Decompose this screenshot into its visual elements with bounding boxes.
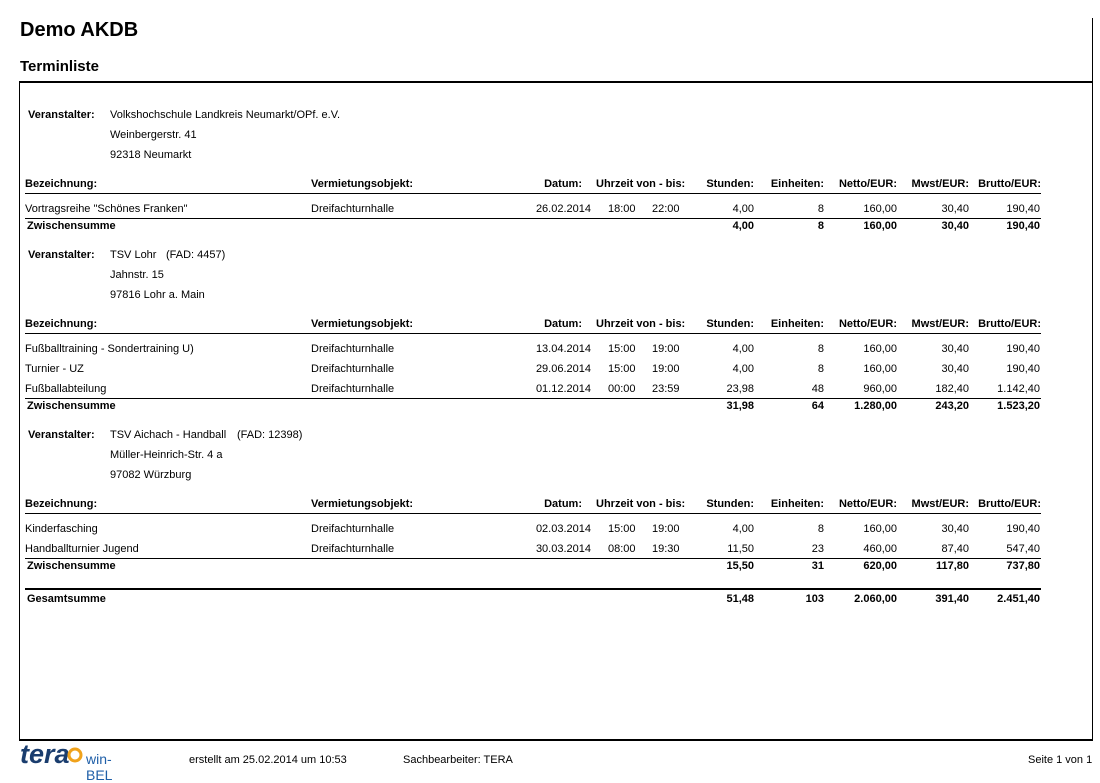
organizer-name: TSV Lohr [110,249,157,261]
footer-divider [19,739,1093,741]
organizer-street: Müller-Heinrich-Str. 4 a [110,449,223,461]
page-title: Demo AKDB [20,19,139,41]
grand-total-netto: 2.060,00 [854,593,897,605]
row-cell-datum: 26.02.2014 [535,203,591,215]
column-header-rule [25,193,1041,194]
subtotal-brutto: 190,40 [1006,220,1040,232]
logo-accent-ring [69,749,81,761]
subtotal-label: Zwischensumme [27,400,116,412]
column-header-stunden: Stunden: [706,318,754,330]
created-timestamp: erstellt am 25.02.2014 um 10:53 [189,754,347,766]
frame-left-border [19,82,20,740]
row-cell-einheiten: 8 [817,343,824,355]
row-cell-datum: 13.04.2014 [535,343,591,355]
row-cell-von: 15:00 [608,523,636,535]
row-cell-von: 00:00 [608,383,636,395]
row-cell-obj: Dreifachturnhalle [311,543,395,555]
row-cell-stunden: 4,00 [732,363,754,375]
subtotal-mwst: 30,40 [941,220,969,232]
row-cell-bez: Turnier - UZ [25,363,84,375]
row-cell-bis: 23:59 [652,383,680,395]
organizer-street: Jahnstr. 15 [110,269,164,281]
row-cell-bis: 19:00 [652,363,680,375]
column-header-rule [25,333,1041,334]
logo-product-name: win-BEL [86,751,113,783]
column-header-mwst: Mwst/EUR: [911,498,969,510]
row-cell-obj: Dreifachturnhalle [311,523,395,535]
column-header-objekt: Vermietungsobjekt: [311,318,414,330]
row-cell-netto: 460,00 [863,543,897,555]
organizer-fad: (FAD: 12398) [237,429,303,441]
tera-logo [20,739,138,783]
subtotal-stunden: 31,98 [726,400,754,412]
row-cell-einheiten: 8 [817,363,824,375]
organizer-street: Weinbergerstr. 41 [110,129,197,141]
row-cell-bez: Handballturnier Jugend [25,543,139,555]
row-cell-bez: Fußballtraining - Sondertraining U) [25,343,194,355]
row-cell-netto: 160,00 [863,523,897,535]
frame-right-border [1092,18,1093,740]
subtotal-netto: 620,00 [863,560,897,572]
column-header-einheiten: Einheiten: [770,318,824,330]
subtotal-rule [25,558,1041,559]
page-number: Seite 1 von 1 [1028,754,1093,766]
column-header-bezeichnung: Bezeichnung: [25,178,98,190]
row-cell-netto: 160,00 [863,203,897,215]
row-cell-stunden: 23,98 [726,383,754,395]
row-cell-datum: 01.12.2014 [535,383,591,395]
clerk-label: Sachbearbeiter: TERA [403,754,513,766]
grand-total-einheiten: 103 [805,593,824,605]
column-header-netto: Netto/EUR: [838,318,897,330]
row-cell-brutto: 190,40 [1006,343,1040,355]
subtotal-mwst: 117,80 [935,560,969,572]
row-cell-mwst: 30,40 [941,203,969,215]
row-cell-von: 15:00 [608,363,636,375]
column-header-uhrzeit: Uhrzeit von - bis: [596,318,686,330]
row-cell-stunden: 4,00 [732,203,754,215]
row-cell-obj: Dreifachturnhalle [311,203,395,215]
row-cell-von: 18:00 [608,203,636,215]
row-cell-bez: Vortragsreihe "Schönes Franken" [25,203,188,215]
row-cell-netto: 160,00 [863,363,897,375]
column-header-stunden: Stunden: [706,178,754,190]
logo-word: tera [20,739,70,769]
row-cell-einheiten: 23 [811,543,824,555]
organizer-label: Veranstalter: [28,249,95,261]
organizer-name: TSV Aichach - Handball [110,429,227,441]
row-cell-bis: 22:00 [652,203,680,215]
total-rule [25,588,1041,590]
row-cell-datum: 02.03.2014 [535,523,591,535]
row-cell-brutto: 547,40 [1006,543,1040,555]
row-cell-netto: 160,00 [863,343,897,355]
row-cell-mwst: 87,40 [941,543,969,555]
organizer-city: 92318 Neumarkt [110,149,192,161]
column-header-bezeichnung: Bezeichnung: [25,318,98,330]
organizer-city: 97082 Würzburg [110,469,192,481]
subtotal-stunden: 15,50 [726,560,754,572]
row-cell-obj: Dreifachturnhalle [311,343,395,355]
header-divider [19,81,1093,83]
row-cell-einheiten: 8 [817,523,824,535]
row-cell-bis: 19:30 [652,543,680,555]
column-header-netto: Netto/EUR: [838,498,897,510]
subtotal-brutto: 737,80 [1006,560,1040,572]
subtotal-netto: 1.280,00 [854,400,897,412]
column-header-objekt: Vermietungsobjekt: [311,178,414,190]
row-cell-bez: Kinderfasching [25,523,98,535]
column-header-mwst: Mwst/EUR: [911,318,969,330]
subtotal-rule [25,218,1041,219]
column-header-datum: Datum: [544,318,582,330]
row-cell-mwst: 30,40 [941,363,969,375]
row-cell-datum: 29.06.2014 [535,363,591,375]
column-header-objekt: Vermietungsobjekt: [311,498,414,510]
report-subtitle: Terminliste [20,58,99,75]
column-header-mwst: Mwst/EUR: [911,178,969,190]
row-cell-von: 08:00 [608,543,636,555]
subtotal-einheiten: 64 [811,400,824,412]
row-cell-stunden: 4,00 [732,343,754,355]
organizer-name: Volkshochschule Landkreis Neumarkt/OPf. e.V. [110,109,341,121]
column-header-stunden: Stunden: [706,498,754,510]
subtotal-rule [25,398,1041,399]
row-cell-von: 15:00 [608,343,636,355]
subtotal-mwst: 243,20 [935,400,969,412]
subtotal-label: Zwischensumme [27,560,116,572]
row-cell-datum: 30.03.2014 [535,543,591,555]
grand-total-label: Gesamtsumme [27,593,106,605]
organizer-label: Veranstalter: [28,429,95,441]
row-cell-obj: Dreifachturnhalle [311,363,395,375]
row-cell-brutto: 190,40 [1006,523,1040,535]
column-header-datum: Datum: [544,498,582,510]
row-cell-bez: Fußballabteilung [25,383,107,395]
column-header-netto: Netto/EUR: [838,178,897,190]
column-header-uhrzeit: Uhrzeit von - bis: [596,498,686,510]
row-cell-brutto: 190,40 [1006,363,1040,375]
row-cell-mwst: 182,40 [935,383,969,395]
row-cell-brutto: 1.142,40 [997,383,1040,395]
grand-total-mwst: 391,40 [935,593,969,605]
subtotal-einheiten: 8 [817,220,824,232]
organizer-fad: (FAD: 4457) [166,249,226,261]
column-header-brutto: Brutto/EUR: [978,178,1041,190]
column-header-einheiten: Einheiten: [770,498,824,510]
column-header-brutto: Brutto/EUR: [978,498,1041,510]
row-cell-stunden: 4,00 [732,523,754,535]
row-cell-netto: 960,00 [863,383,897,395]
row-cell-einheiten: 48 [811,383,824,395]
subtotal-einheiten: 31 [811,560,824,572]
grand-total-brutto: 2.451,40 [997,593,1040,605]
organizer-city: 97816 Lohr a. Main [110,289,205,301]
row-cell-stunden: 11,50 [727,543,754,555]
row-cell-bis: 19:00 [652,523,680,535]
grand-total-stunden: 51,48 [726,593,754,605]
column-header-rule [25,513,1041,514]
row-cell-mwst: 30,40 [941,523,969,535]
subtotal-label: Zwischensumme [27,220,116,232]
row-cell-bis: 19:00 [652,343,680,355]
column-header-datum: Datum: [544,178,582,190]
column-header-brutto: Brutto/EUR: [978,318,1041,330]
subtotal-brutto: 1.523,20 [997,400,1040,412]
column-header-einheiten: Einheiten: [770,178,824,190]
row-cell-obj: Dreifachturnhalle [311,383,395,395]
column-header-bezeichnung: Bezeichnung: [25,498,98,510]
subtotal-netto: 160,00 [863,220,897,232]
organizer-label: Veranstalter: [28,109,95,121]
row-cell-mwst: 30,40 [941,343,969,355]
row-cell-brutto: 190,40 [1006,203,1040,215]
row-cell-einheiten: 8 [817,203,824,215]
subtotal-stunden: 4,00 [732,220,754,232]
column-header-uhrzeit: Uhrzeit von - bis: [596,178,686,190]
